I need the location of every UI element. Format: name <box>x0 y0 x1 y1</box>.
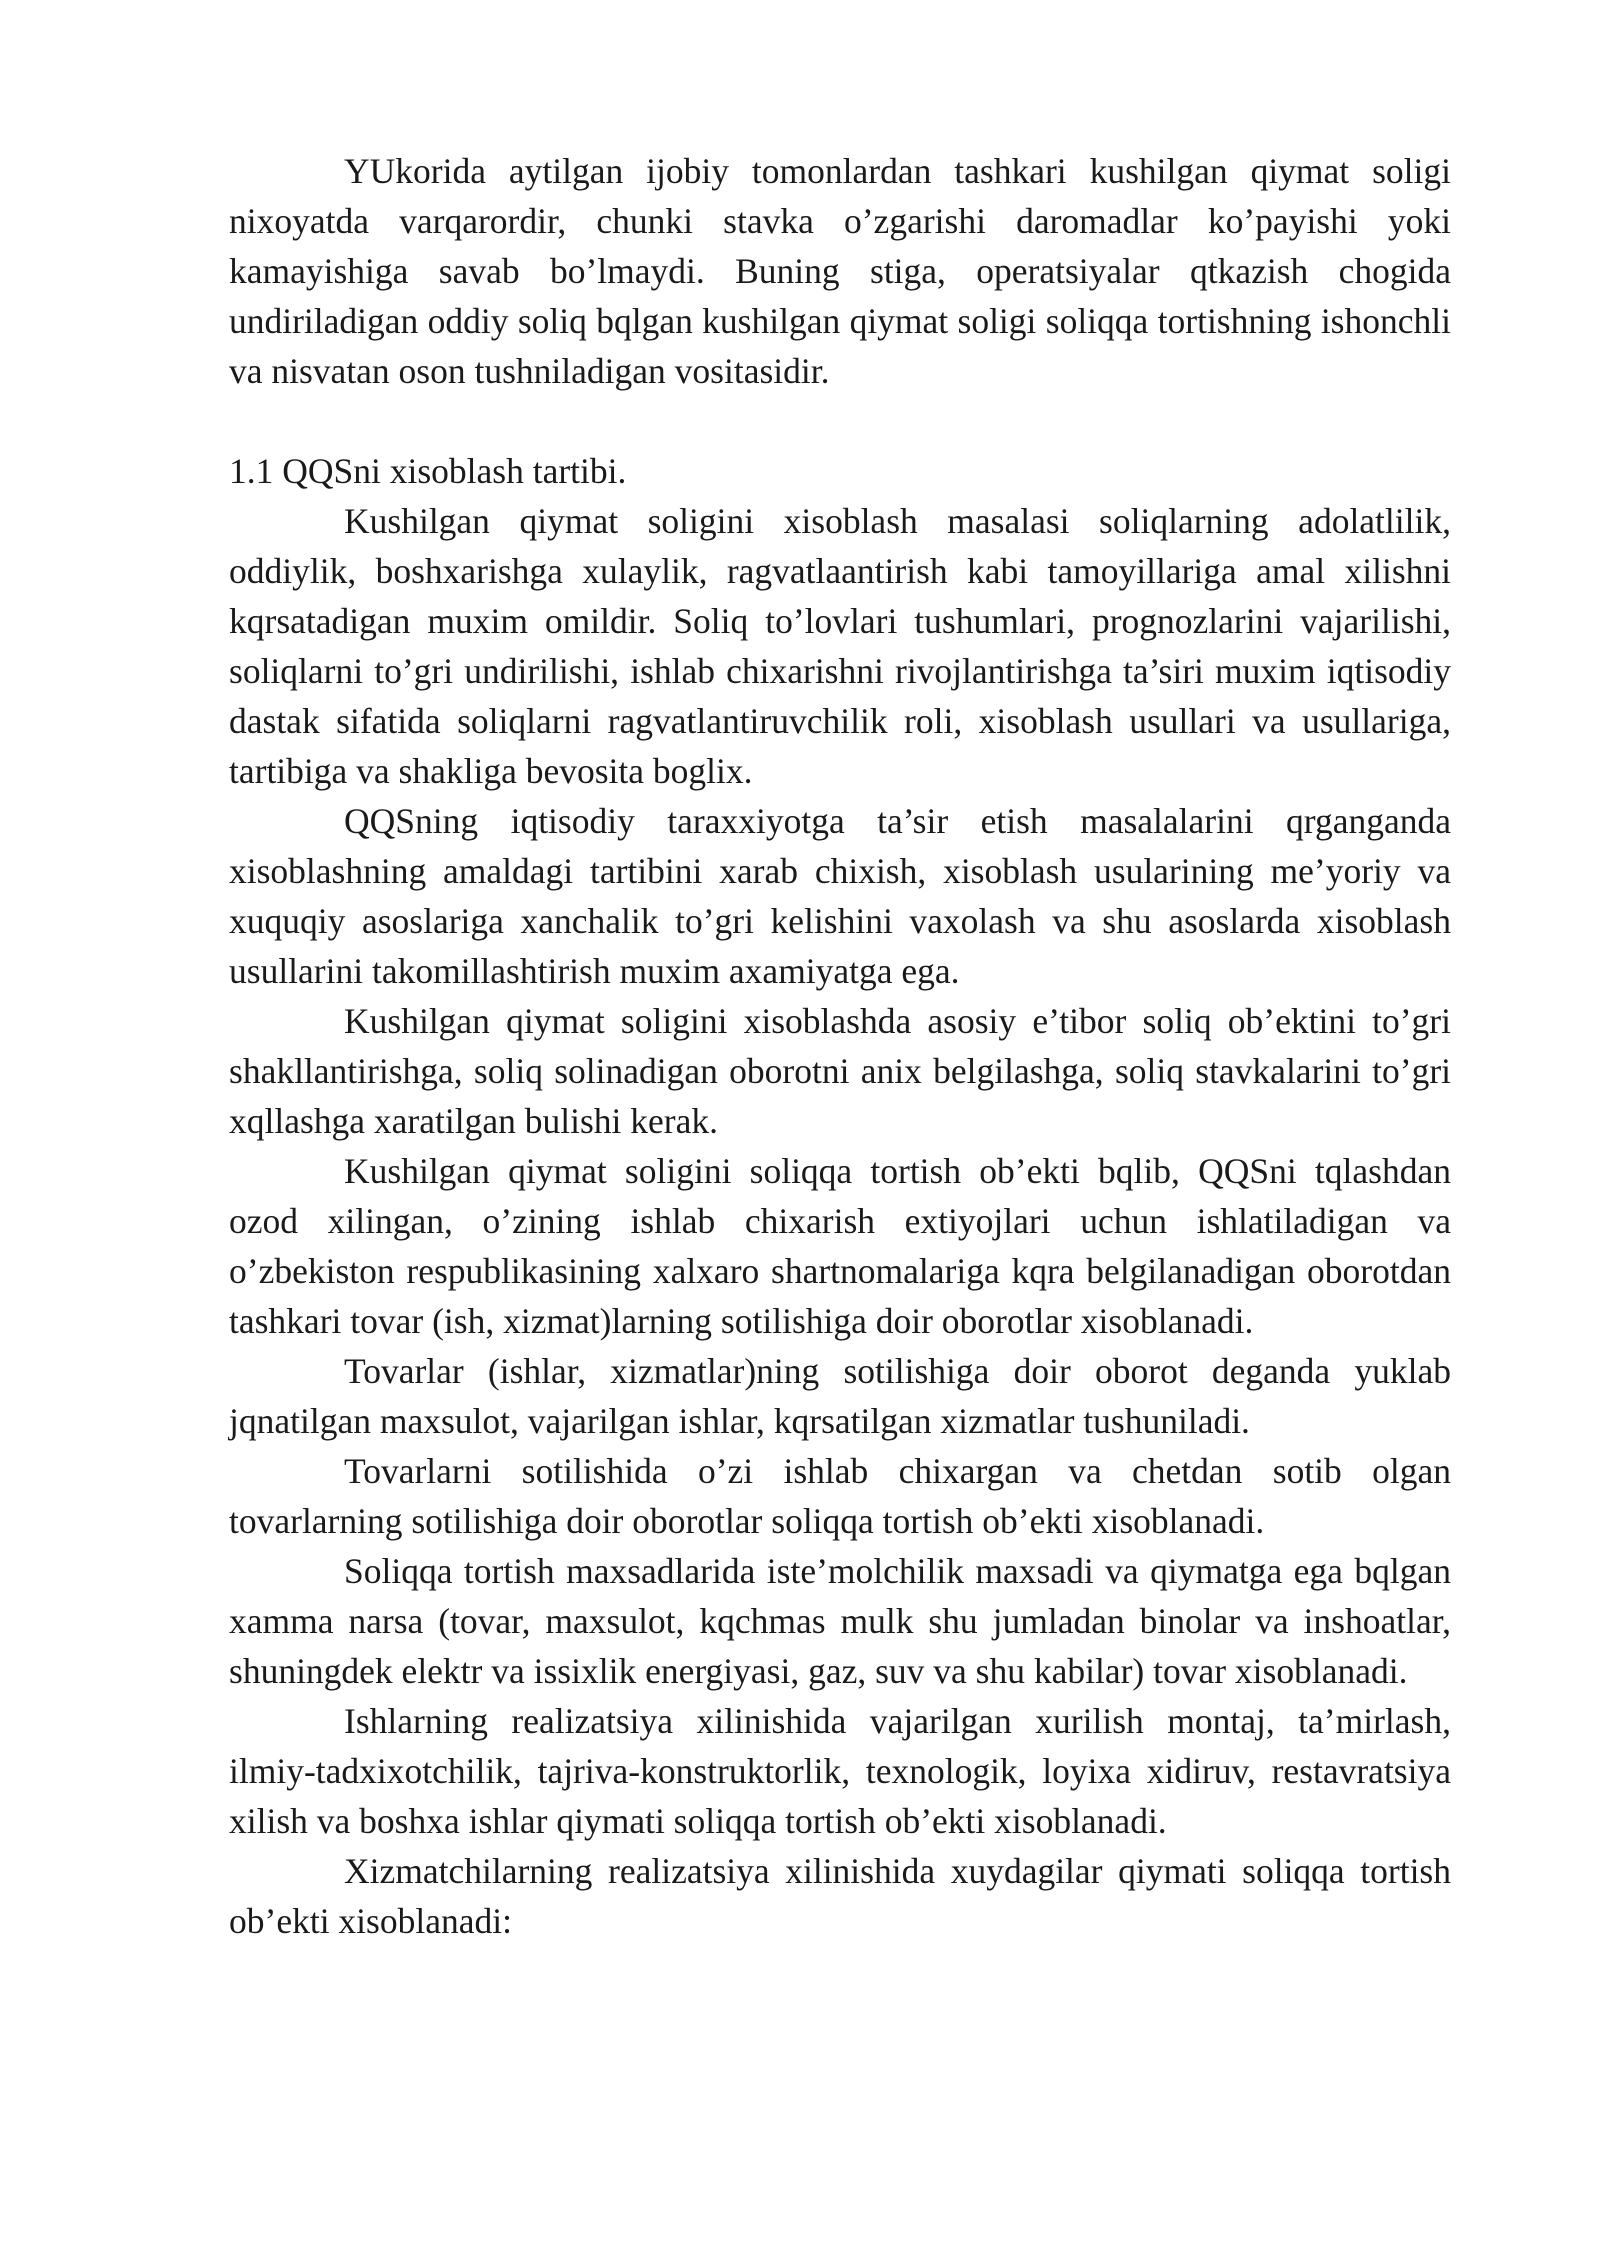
body-paragraph: Xizmatchilarning realizatsiya xilinishida xuydagilar qiymati soliqqa tortish ob’ekti xisoblanadi: <box>229 1851 1451 1941</box>
body-paragraph: Tovarlar (ishlar, xizmatlar)ning sotilishiga doir oborot deganda yuklab jqnatilgan maxsulot, vajarilgan ishlar, kqrsatilgan xizmatlar tushuniladi. <box>229 1351 1451 1441</box>
body-paragraph: Ishlarning realizatsiya xilinishida vajarilgan xurilish montaj, ta’mirlash, ilmiy-tadxixotchilik, tajriva-konstruktorlik, texnologik, loyixa xidiruv, restavratsiya xilish va boshxa ishlar qiymati soliqqa tortish ob’ekti xisoblanadi. <box>229 1701 1451 1841</box>
body-paragraph: Kushilgan qiymat soligini soliqqa tortish ob’ekti bqlib, QQSni tqlashdan ozod xilingan, o’zining ishlab chixarish extiyojlari uchun ishlatiladigan va o’zbekiston respublikasining xalxaro shartnomalariga kqra belgilanadigan oborotdan tashkari tovar (ish, xizmat)larning sotilishiga doir oborotlar xisoblanadi. <box>229 1151 1451 1341</box>
body-paragraph: Tovarlarni sotilishida o’zi ishlab chixargan va chetdan sotib olgan tovarlarning sotilishiga doir oborotlar soliqqa tortish ob’ekti xisoblanadi. <box>229 1451 1451 1541</box>
body-paragraph: Soliqqa tortish maxsadlarida iste’molchilik maxsadi va qiymatga ega bqlgan xamma narsa (tovar, maxsulot, kqchmas mulk shu jumladan binolar va inshoatlar, shuningdek elektr va issixlik energiyasi, gaz, suv va shu kabilar) tovar xisoblanadi. <box>229 1551 1451 1691</box>
intro-paragraph: YUkorida aytilgan ijobiy tomonlardan tashkari kushilgan qiymat soligi nixoyatda varqarordir, chunki stavka o’zgarishi daromadlar ko’payishi yoki kamayishiga savab bo’lmaydi. Buning stiga, operatsiyalar qtkazish chogida undiriladigan oddiy soliq bqlgan kushilgan qiymat soligi soliqqa tortishning ishonchli va nisvatan oson tushniladigan vositasidir. <box>229 151 1451 391</box>
body-paragraph: QQSning iqtisodiy taraxxiyotga ta’sir etish masalalarini qrganganda xisoblashning amaldagi tartibini xarab chixish, xisoblash usularining me’yoriy va xuquqiy asoslariga xanchalik to’gri kelishini vaxolash va shu asoslarda xisoblash usullarini takomillashtirish muxim axamiyatga ega. <box>229 801 1451 991</box>
body-paragraph: Kushilgan qiymat soligini xisoblashda asosiy e’tibor soliq ob’ektini to’gri shakllantirishga, soliq solinadigan oborotni anix belgilashga, soliq stavkalarini to’gri xqllashga xaratilgan bulishi kerak. <box>229 1001 1451 1141</box>
section-heading: 1.1 QQSni xisoblash tartibi. <box>229 451 627 491</box>
document-page <box>229 146 1451 1946</box>
body-paragraph: Kushilgan qiymat soligini xisoblash masalasi soliqlarning adolatlilik, oddiylik, boshxarishga xulaylik, ragvatlaantirish kabi tamoyillariga amal xilishni kqrsatadigan muxim omildir. Soliq to’lovlari tushumlari, prognozlarini vajarilishi, soliqlarni to’gri undirilishi, ishlab chixarishni rivojlantirishga ta’siri muxim iqtisodiy dastak sifatida soliqlarni ragvatlantiruvchilik roli, xisoblash usullari va usullariga, tartibiga va shakliga bevosita boglix. <box>229 501 1451 791</box>
